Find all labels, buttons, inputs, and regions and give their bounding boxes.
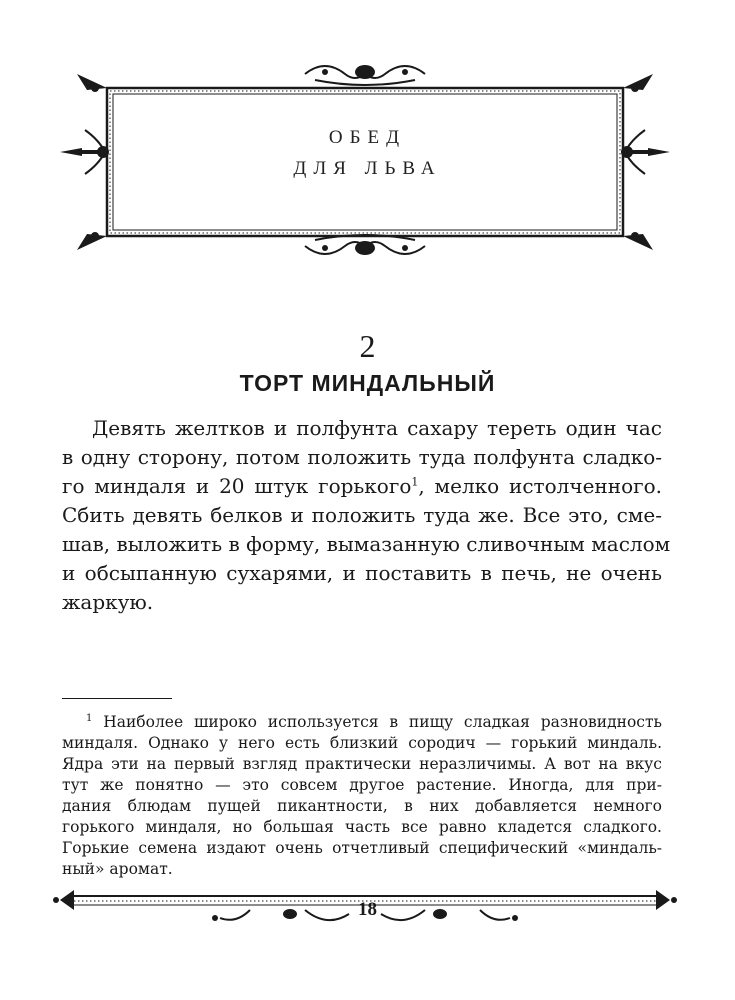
footnote — [62, 712, 662, 880]
paragraph-line: и обсыпанную сухарями, и поставить в печь, не очень — [62, 561, 662, 585]
footnote-line: Ядра эти на первый взгляд практически неразличимы. А вот на вкус — [62, 755, 662, 773]
paragraph-line: шав, выложить в форму, вымазанную сливочным маслом — [62, 532, 671, 556]
footnote-line: горького миндаля, но большая часть все равно кладется сладкого. — [62, 818, 662, 836]
footnote-separator — [62, 698, 172, 699]
footnote-mark: 1 — [86, 712, 93, 724]
footnote-reference: 1 — [411, 475, 419, 489]
paragraph-line: Девять желтков и полфунта сахару тереть один час — [92, 416, 662, 440]
footnote-line-text: Наиболее широко используется в пищу сладкая разновидность — [103, 713, 662, 731]
paragraph-line — [62, 472, 662, 501]
footnote-line: ный» аромат. — [62, 860, 173, 878]
paragraph-line-start: го миндаля и 20 штук горького — [62, 474, 412, 498]
footnote-line — [62, 712, 662, 733]
footnote-line: тут же понятно — это совсем другое растение. Иногда, для при- — [62, 776, 662, 794]
paragraph-line: жаркую. — [62, 590, 154, 614]
paragraph-line-end: , мелко истолченного. — [418, 474, 662, 498]
footnote-line: миндаля. Однако у него есть близкий сородич — горький миндаль. — [62, 734, 662, 752]
chapter-title: ТОРТ МИНДАЛЬНЫЙ — [239, 370, 496, 396]
header-title-line1: ОБЕД — [328, 127, 407, 148]
paragraph-line: Сбить девять белков и положить туда же. Все это, сме- — [62, 503, 662, 527]
chapter-number: 2 — [359, 328, 376, 364]
recipe-paragraph — [62, 414, 671, 617]
header-title-line2: ДЛЯ ЛЬВА — [293, 158, 442, 179]
footnote-line: Горькие семена издают очень отчетливый специфический «миндаль- — [62, 839, 662, 857]
page-number: 18 — [358, 899, 377, 920]
footnote-line: дания блюдам пущей пикантности, в них добавляется немного — [62, 797, 662, 815]
paragraph-line: в одну сторону, потом положить туда полфунта сладко- — [62, 445, 662, 469]
